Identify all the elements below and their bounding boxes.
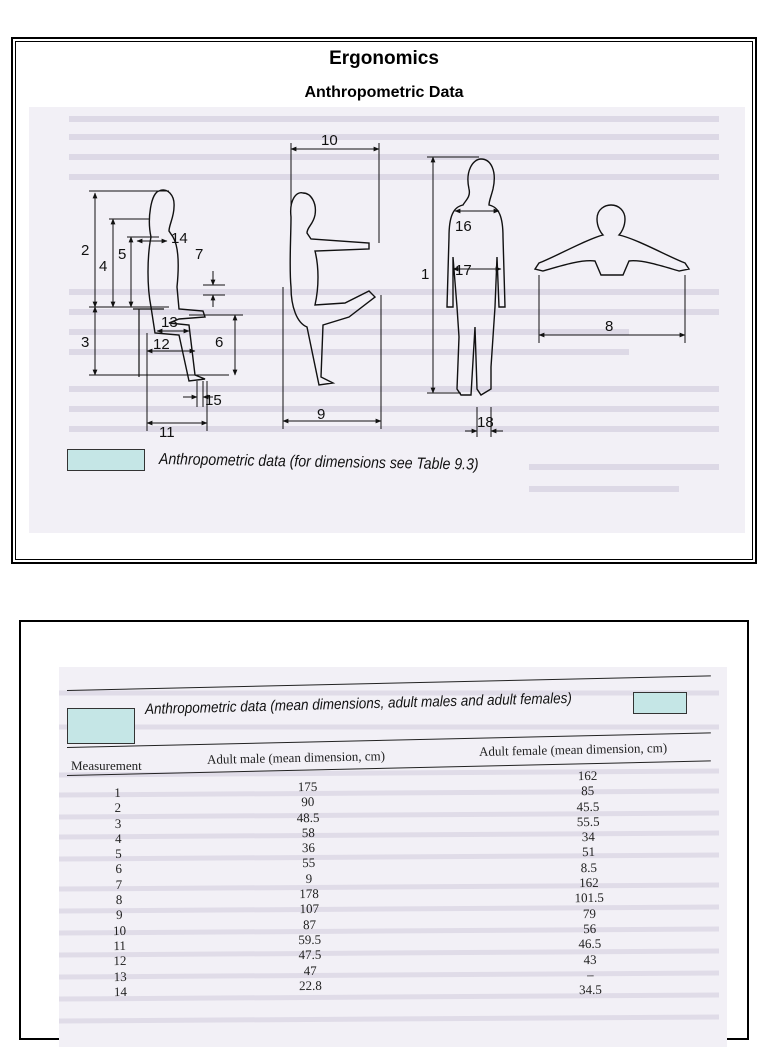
female-value-cell: 162 bbox=[579, 874, 599, 891]
female-value-cell: 34.5 bbox=[579, 981, 602, 998]
male-value-cell: 55 bbox=[302, 855, 316, 871]
female-value-cell: 101.5 bbox=[574, 890, 604, 906]
measurement-cell: 5 bbox=[115, 846, 122, 862]
female-value-cell: 85 bbox=[581, 783, 595, 799]
measurement-cell: 2 bbox=[114, 800, 122, 816]
dim-label-10: 10 bbox=[321, 132, 338, 149]
male-value-cell: 175 bbox=[297, 778, 318, 795]
header-adult-male: Adult male (mean dimension, cm) bbox=[206, 748, 386, 767]
header-measurement: Measurement bbox=[71, 758, 142, 773]
dim-label-6: 6 bbox=[215, 334, 224, 351]
female-value-cell: 45.5 bbox=[576, 798, 600, 814]
dim-label-15: 15 bbox=[205, 392, 222, 409]
male-value-cell: 47 bbox=[303, 962, 317, 978]
measurement-cell: 8 bbox=[115, 892, 123, 908]
measurement-cell: 3 bbox=[114, 815, 122, 831]
measurement-cell: 1 bbox=[114, 784, 121, 801]
dim-label-12: 12 bbox=[153, 336, 170, 353]
dim-label-14: 14 bbox=[171, 230, 188, 247]
measurement-cell: 11 bbox=[113, 937, 127, 954]
male-value-cell: 178 bbox=[299, 885, 319, 902]
dim-label-5: 5 bbox=[118, 246, 127, 263]
male-value-cell: 59.5 bbox=[298, 931, 322, 948]
measurement-cell: 7 bbox=[115, 876, 123, 892]
measurement-cell: 10 bbox=[112, 922, 127, 938]
slide-subtitle: Anthropometric Data bbox=[304, 84, 464, 101]
table-number-cover bbox=[67, 708, 135, 744]
show-through-text bbox=[629, 499, 632, 511]
measurement-column bbox=[88, 785, 151, 1000]
female-value-cell: – bbox=[586, 966, 594, 982]
male-value-cell: 9 bbox=[305, 870, 313, 886]
female-value-cell: 162 bbox=[577, 767, 598, 784]
slide-anthropometric-table bbox=[19, 620, 749, 1040]
female-value-cell: 46.5 bbox=[578, 936, 602, 952]
measurement-cell: 13 bbox=[113, 968, 127, 984]
dim-label-13: 13 bbox=[161, 314, 178, 331]
measurement-cell: 6 bbox=[115, 861, 123, 877]
female-value-cell: 56 bbox=[583, 920, 597, 937]
slide-ergonomics-figure bbox=[11, 37, 757, 564]
measurement-cell: 4 bbox=[114, 830, 122, 846]
header-adult-female: Adult female (mean dimension, cm) bbox=[478, 740, 668, 759]
figure-caption: Anthropometric data (for dimensions see Table 9.3) bbox=[158, 451, 479, 474]
slide-title: Ergonomics bbox=[329, 48, 439, 69]
dim-label-8: 8 bbox=[605, 318, 614, 335]
dim-label-16: 16 bbox=[455, 218, 472, 235]
scanned-figure bbox=[29, 107, 745, 533]
dim-label-3: 3 bbox=[81, 334, 90, 351]
male-value-cell: 48.5 bbox=[296, 809, 320, 825]
dim-label-17: 17 bbox=[455, 262, 472, 279]
dim-label-7: 7 bbox=[195, 246, 204, 263]
female-value-cell: 8.5 bbox=[580, 859, 598, 875]
female-value-cell: 43 bbox=[583, 951, 597, 967]
scanned-table bbox=[59, 667, 727, 1047]
female-column bbox=[547, 767, 630, 998]
male-value-cell: 22.8 bbox=[298, 977, 322, 994]
dim-label-18: 18 bbox=[477, 414, 494, 431]
female-value-cell: 34 bbox=[581, 829, 595, 845]
dim-label-1: 1 bbox=[421, 266, 430, 283]
male-value-cell: 90 bbox=[301, 794, 315, 810]
table-caption-cover bbox=[633, 692, 687, 714]
male-value-cell: 58 bbox=[301, 824, 315, 840]
figure-number-cover bbox=[67, 449, 145, 471]
male-value-cell: 36 bbox=[301, 840, 316, 856]
female-value-cell: 51 bbox=[581, 844, 596, 860]
male-column bbox=[268, 778, 351, 993]
dim-label-9: 9 bbox=[317, 406, 326, 423]
female-value-cell: 55.5 bbox=[576, 813, 600, 830]
male-value-cell: 87 bbox=[302, 916, 317, 932]
dim-label-2: 2 bbox=[81, 242, 90, 259]
dim-label-11: 11 bbox=[159, 424, 175, 441]
measurement-cell: 12 bbox=[113, 953, 127, 969]
male-value-cell: 107 bbox=[299, 901, 320, 917]
measurement-cell: 14 bbox=[113, 983, 127, 999]
female-value-cell: 79 bbox=[582, 905, 597, 921]
measurement-cell: 9 bbox=[115, 907, 123, 923]
male-value-cell: 47.5 bbox=[298, 947, 322, 963]
dim-label-4: 4 bbox=[99, 258, 108, 275]
table-caption: Anthropometric data (mean dimensions, adult males and adult females) bbox=[144, 689, 573, 718]
